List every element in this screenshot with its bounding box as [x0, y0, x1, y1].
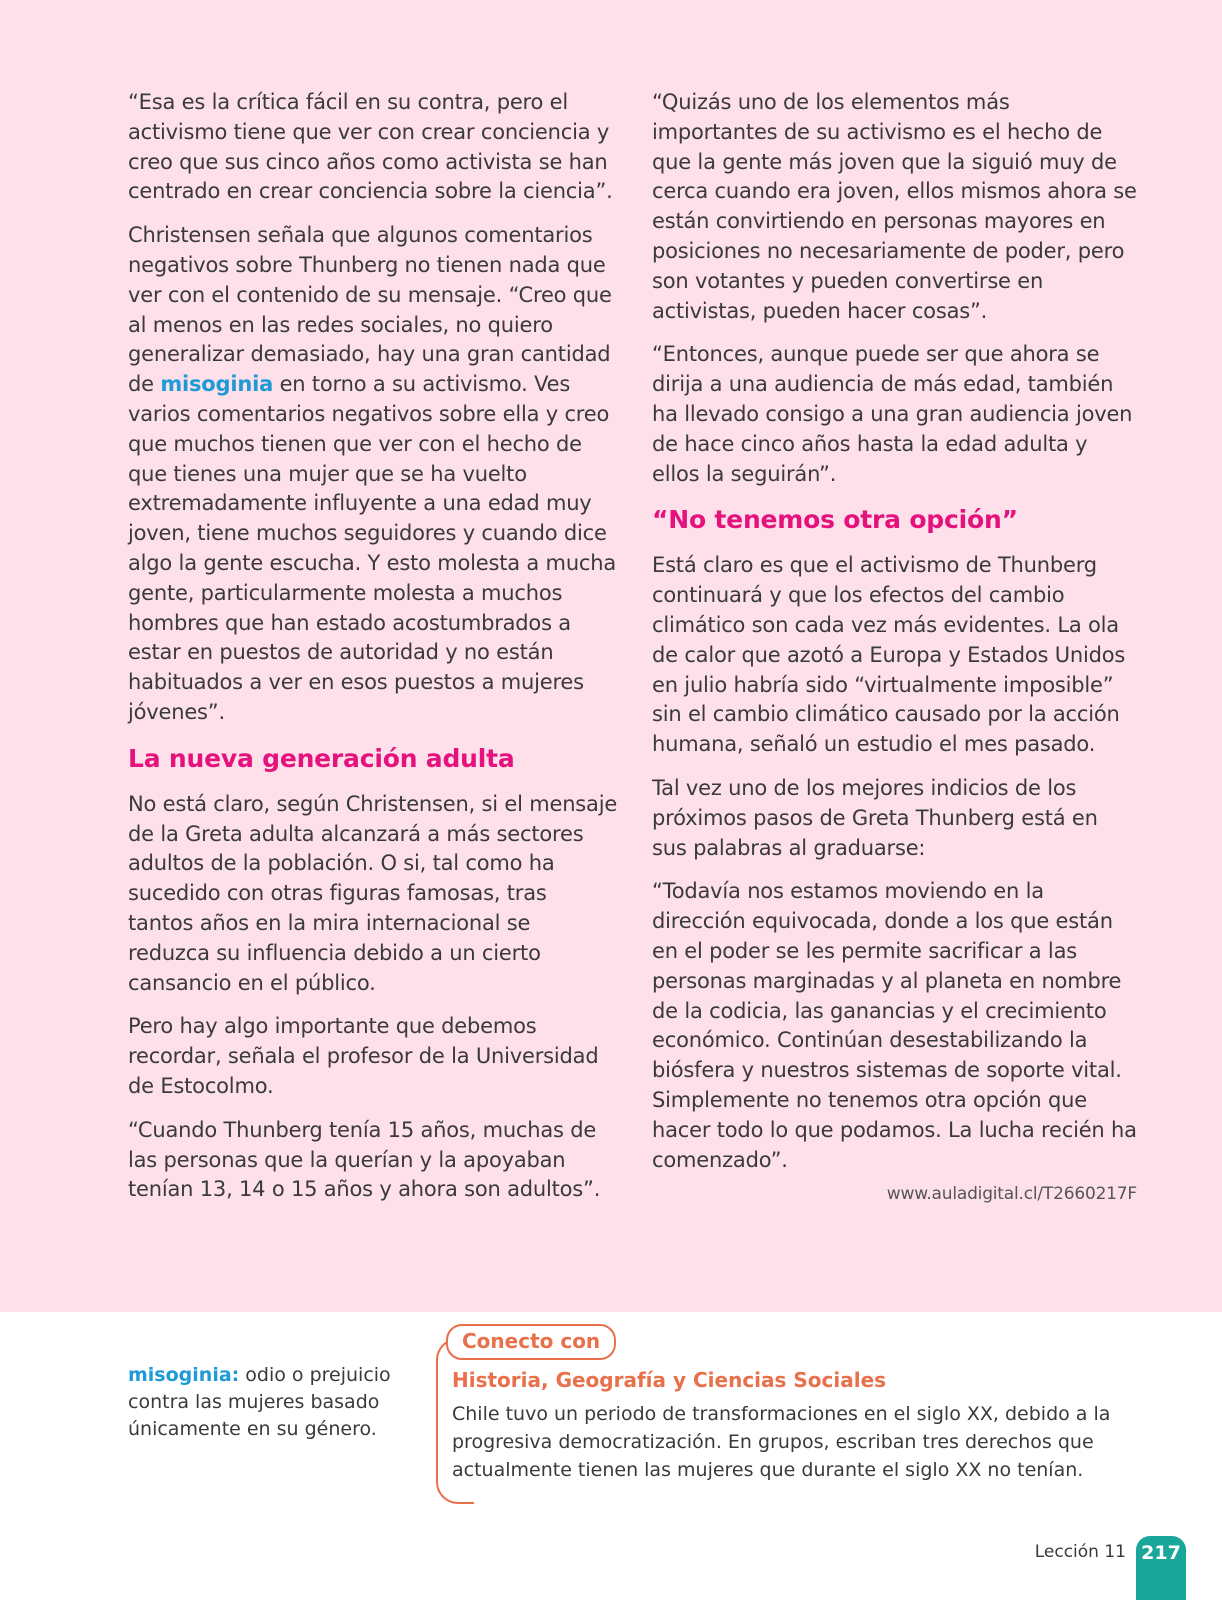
lesson-label: Lección 11: [1034, 1542, 1126, 1562]
paragraph: Está claro es que el activismo de Thunberg continuará y que los efectos del cambio climático son cada vez más evidentes. La ola de calor que azotó a Europa y Estados Unidos en julio habría sido “virtualmente imposible” sin el cambio climático causado por la acción humana, señaló un estudio el mes pasado.: [652, 553, 1126, 757]
connect-text: Chile tuvo un periodo de transformaciones en el siglo XX, debido a la progresiva democratización. En grupos, escriban tres derechos que actualmente tienen las mujeres que durante el siglo XX no tenían.: [452, 1403, 1111, 1481]
paragraph: Pero hay algo importante que debemos recordar, señala el profesor de la Universidad de Estocolmo.: [128, 1014, 599, 1098]
paragraph: No está claro, según Christensen, si el mensaje de la Greta adulta alcanzará a más sectores adultos de la población. O si, tal como ha sucedido con otras figuras famosas, tras tantos años en la mira internacional se reduzca su influencia debido a un cierto cansancio en el público.: [128, 791, 618, 995]
source-link[interactable]: www.auladigital.cl/T2660217F: [886, 1184, 1137, 1205]
glossary-term: misoginia:: [128, 1364, 240, 1386]
paragraph-text: en torno a su activismo. Ves varios comentarios negativos sobre ella y creo que muchos tienen que ver con el hecho de que tienes una mujer que se ha vuelto extremadamente influyente a una edad muy joven, tiene muchos seguidores y cuando dice algo la gente escucha. Y esto molesta a mucha gente, particularmente molesta a muchos hombres que han estado acostumbrados a estar en puestos de autoridad y no están habituados a ver en esos puestos a mujeres jóvenes”.: [128, 372, 617, 724]
paragraph: “Todavía nos estamos moviendo en la dirección equivocada, donde a los que están en el poder se les permite sacrificar a las personas marginadas y al planeta en nombre de la codicia, las ganancias y el crecimiento económico. Continúan desestabilizando la biósfera y nuestros sistemas de soporte vital. Simplemente no tenemos otra opción que hacer todo lo que podamos. La lucha recién ha comenzado”.: [652, 879, 1137, 1172]
glossary-highlight: misoginia: [160, 372, 274, 397]
paragraph: “Quizás uno de los elementos más importantes de su activismo es el hecho de que la gente más joven que la siguió muy de cerca cuando era joven, ellos mismos ahora se están convirtiendo en personas mayores en posiciones no necesariamente de poder, pero son votantes y pueden convertirse en activistas, pueden hacer cosas”.: [652, 90, 1137, 323]
right-column: [652, 88, 1137, 1205]
section-heading: “No tenemos otra opción”: [652, 505, 1018, 535]
page-number: 217: [1136, 1536, 1186, 1600]
paragraph-text: Christensen señala que algunos comentarios negativos sobre Thunberg no tienen nada que ver con el contenido de su mensaje. “Creo que al menos en las redes sociales, no quiero generalizar demasiado, hay una gran cantidad de: [128, 223, 612, 397]
section-heading: La nueva generación adulta: [128, 743, 515, 773]
glossary-box: [128, 1362, 408, 1443]
glossary-definition: odio o prejuicio contra las mujeres basado únicamente en su género.: [128, 1364, 391, 1440]
paragraph: “Cuando Thunberg tenía 15 años, muchas de las personas que la querían y la apoyaban tenían 13, 14 o 15 años y ahora son adultos”.: [128, 1117, 601, 1202]
connect-label: Conecto con: [446, 1324, 616, 1360]
connect-box: [436, 1324, 1156, 1500]
left-column: [128, 88, 618, 1219]
connect-subject: Historia, Geografía y Ciencias Sociales: [452, 1368, 887, 1392]
paragraph: Tal vez uno de los mejores indicios de los próximos pasos de Greta Thunberg está en sus palabras al graduarse:: [652, 775, 1098, 860]
paragraph: “Entonces, aunque puede ser que ahora se dirija a una audiencia de más edad, también ha llevado consigo a una gran audiencia joven de hace cinco años hasta la edad adulta y ellos la seguirán”.: [652, 342, 1133, 486]
paragraph: “Esa es la crítica fácil en su contra, pero el activismo tiene que ver con crear conciencia y creo que sus cinco años como activista se han centrado en crear conciencia sobre la ciencia”.: [128, 90, 613, 204]
paragraph: [128, 221, 618, 728]
